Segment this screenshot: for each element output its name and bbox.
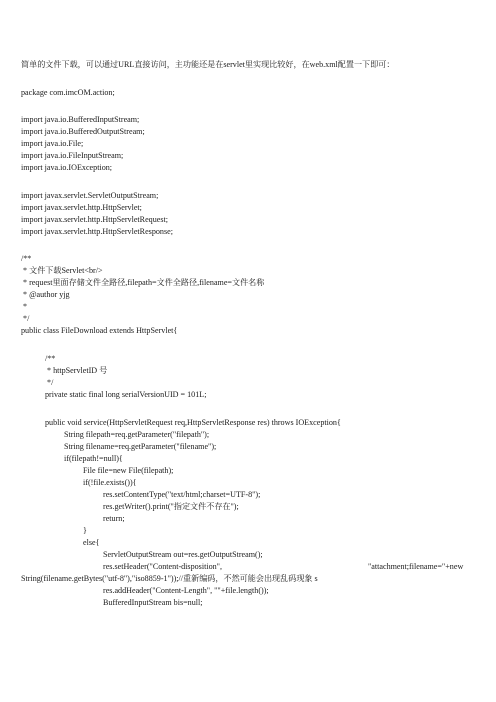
code-line: BufferedInputStream bis=null; [103, 598, 203, 607]
code-line: public void service(HttpServletRequest req,HttpServletResponse res) throws IOException{ [45, 418, 341, 427]
code-line: * request里面存储文件全路径,filepath=文件全路径,filename=文件名称 [21, 278, 265, 287]
code-line: import javax.servlet.ServletOutputStream; [21, 191, 159, 200]
intro-paragraph: 简单的文件下载，可以通过URL直接访问，主功能还是在servlet里实现比较好，在web.xml配置一下即可： [21, 60, 395, 69]
code-line: } [83, 526, 87, 535]
code-line: if(filepath!=null){ [64, 454, 123, 463]
code-line: import java.io.BufferedOutputStream; [21, 127, 145, 136]
code-line: public class FileDownload extends HttpServlet{ [21, 326, 178, 335]
code-line: res.addHeader("Content-Length", ""+file.length()); [103, 586, 269, 595]
code-line: import javax.servlet.http.HttpServletResponse; [21, 227, 173, 236]
code-line: if(!file.exists()){ [83, 478, 137, 487]
code-line: import javax.servlet.http.HttpServlet; [21, 203, 142, 212]
code-line: /** [45, 354, 56, 363]
code-line: import javax.servlet.http.HttpServletRequest; [21, 215, 169, 224]
code-line: * 文件下载Servlet<br/> [21, 266, 103, 275]
code-line: import java.io.File; [21, 139, 84, 148]
code-line: String filepath=req.getParameter("filepath"); [64, 430, 210, 439]
code-line: * @author yjg [21, 290, 70, 299]
code-line: String(filename.getBytes("utf-8"),"iso8859-1"));//重新编码，不然可能会出现乱码现象 s [21, 574, 318, 583]
code-line: /** [21, 254, 32, 263]
code-line: package com.imcOM.action; [21, 88, 115, 97]
code-line: res.getWriter().print("指定文件不存在"); [103, 502, 239, 511]
code-line: res.setHeader("Content-disposition", [103, 562, 222, 571]
code-line: return; [103, 514, 125, 523]
code-line: */ [21, 314, 30, 323]
code-line: private static final long serialVersionUID = 101L; [45, 390, 207, 399]
code-line: res.setContentType("text/html;charset=UTF-8"); [103, 490, 261, 499]
code-line: ServletOutputStream out=res.getOutputStream(); [103, 550, 263, 559]
code-line: String filename=req.getParameter("filename"); [64, 442, 217, 451]
code-line: */ [45, 378, 54, 387]
code-line: * httpServletID 号 [45, 366, 108, 375]
code-line: import java.io.BufferedInputStream; [21, 115, 140, 124]
code-line: import java.io.FileInputStream; [21, 151, 124, 160]
code-line: import java.io.IOException; [21, 163, 113, 172]
code-line: * [21, 302, 28, 311]
code-line: File file=new File(filepath); [83, 466, 174, 475]
code-line: "attachment;filename="+new [368, 562, 464, 571]
code-line: else{ [83, 538, 100, 547]
